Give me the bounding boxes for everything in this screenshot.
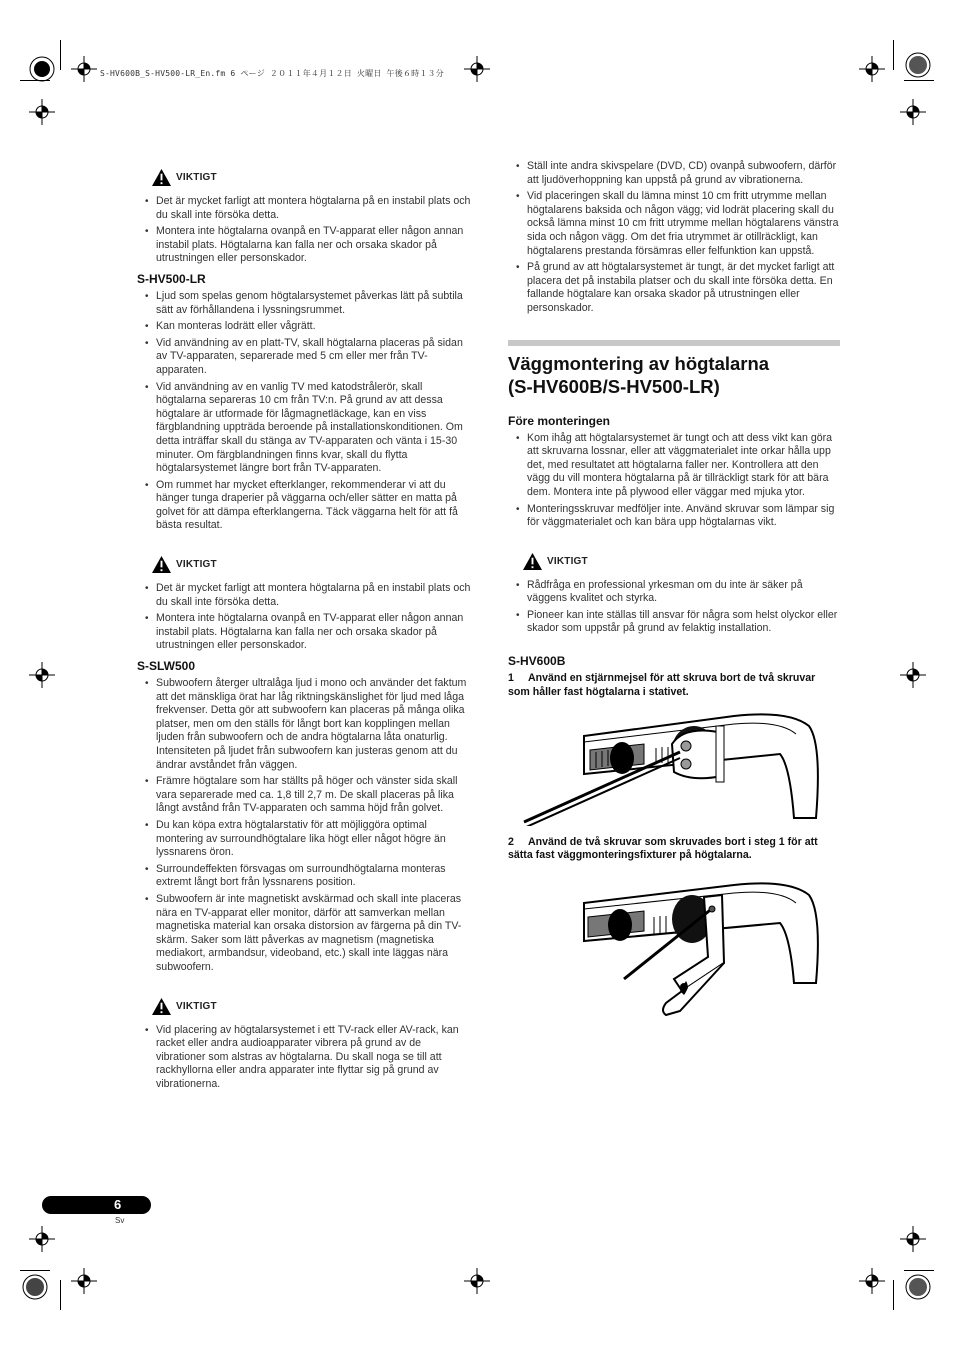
list-item: • Ljud som spelas genom högtalarsystemet påverkas lätt på subtila sätt av förhållandena i lyssningsrummet. (137, 290, 472, 317)
warning-list (137, 1024, 472, 1092)
s-slw500-list (137, 677, 472, 974)
list-item: • Kom ihåg att högtalarsystemet är tungt och att dess vikt kan göra att skruvarna lossnar, eller att väggmaterialet inte orkar hålla upp det, med resultatet att högtalarna faller ner. Kontrollera att den vägg du vill montera högtalarna på är tillräckligt stark för att bära dem. Montera inte på plywood eller väggar med mjuka ytor. (508, 432, 840, 500)
section-title (508, 352, 840, 398)
crop-mark (904, 1270, 934, 1271)
section-heading-s-hv500-lr: S-HV500-LR (137, 271, 206, 286)
registration-mark-bottom-center (464, 1268, 490, 1294)
list-item: • Rådfråga en professional yrkesman om du inte är säker på väggens kvalitet och styrka. (508, 579, 840, 606)
warning-list (137, 582, 472, 653)
list-item: • Ställ inte andra skivspelare (DVD, CD) ovanpå subwoofern, därför att ljudöverhoppning kan uppstå på grund av vibrationerna. (508, 160, 840, 187)
section-title-line2: (S-HV600B/S-HV500-LR) (508, 375, 720, 397)
crop-mark (60, 1280, 61, 1310)
registration-mark-bottom-left-1 (29, 1226, 55, 1252)
crop-mark (893, 40, 894, 70)
warning-icon (151, 168, 172, 187)
warning-label: VIKTIGT (176, 172, 217, 183)
warning-label: VIKTIGT (176, 1000, 217, 1012)
list-item: • Kan monteras lodrätt eller vågrätt. (137, 320, 472, 334)
registration-mark-left-1 (71, 56, 97, 82)
warning-list (508, 579, 840, 636)
registration-mark-top-center (464, 56, 490, 82)
registration-mark-right-2 (900, 99, 926, 125)
fore-monteringen-list (508, 432, 840, 530)
placement-list (508, 160, 840, 316)
warning-icon (522, 552, 543, 571)
page-number: 6 (114, 1197, 122, 1212)
warning-heading (151, 168, 472, 187)
section-heading-fore-monteringen: Före monteringen (508, 413, 611, 428)
step-1 (508, 672, 840, 700)
list-item: • Om rummet har mycket efterklanger, rekommenderar vi att du hänger tunga draperier på väggarna och/eller sätter en matta på golvet för att dämpa efterklangerna. Täck väggarna helt för att få bästa resultat. (137, 479, 472, 533)
list-item: • Främre högtalare som har ställts på höger och vänster sida skall vara separerade med ca. 1,8 till 2,7 m. De skall placeras på lika långt avstånd från TV-apparaten och samma höjd från golvet. (137, 775, 472, 816)
step-number: 2 (508, 835, 514, 848)
list-item: • Subwoofern är inte magnetiskt avskärmad och skall inte placeras nära en TV-apparat eller monitor, därför att samverkan mellan magnetiska material kan orsaka distorsion av färgerna på din TV-skärm. Saker som lätt påverkas av magnetism (magnetiska mediakort, armbandsur, videoband, etc.) skall inte läggas nära subwoofern. (137, 893, 472, 975)
warning-heading (151, 997, 472, 1016)
list-item: • Vid användning av en vanlig TV med katodstrålerör, skall högtalarna separeras 10 cm från TV:n. På grund av att dessa högtalare är utformade för lågmagnetläckage, kan en viss färgblandning uppträda beroende på installationskonditionen. Om detta inträffar skall du stänga av TV-apparaten och vänta i 15-30 minuter. Om färgblandningen finns kvar, skall du flytta högtalarsystemet längre bort från TV-apparaten. (137, 381, 472, 476)
registration-mark-top-right-1 (859, 56, 885, 82)
list-item: • Pioneer kan inte ställas till ansvar för några som helst olyckor eller skador som uppstår på grund av felaktig installation. (508, 609, 840, 636)
step-text: Använd en stjärnmejsel för att skruva bort de två skruvar som håller fast högtalarna i stativet. (508, 672, 816, 698)
wall-bracket-illustration (508, 871, 840, 1031)
warning-heading (151, 555, 472, 574)
registration-mark-right-middle (900, 662, 926, 688)
crop-mark (60, 40, 61, 70)
s-hv500-lr-list (137, 290, 472, 533)
step-text: Använd de två skruvar som skruvades bort i steg 1 för att sätta fast väggmonteringsfixturer på högtalarna. (508, 835, 818, 862)
crop-mark (20, 1270, 50, 1271)
list-item: • Montera inte högtalarna ovanpå en TV-apparat eller någon annan instabil plats. Högtalarna kan falla ner och orsaka skador på utrustningen eller personskador. (137, 612, 472, 653)
warning-heading (522, 552, 840, 571)
left-column (137, 166, 472, 1097)
registration-mark-bottom-2 (71, 1268, 97, 1294)
warning-icon (151, 997, 172, 1016)
print-header: S-HV600B_S-HV500-LR_En.fm 6 ページ ２０１１年４月１２日 火曜日 午後６時１３分 (100, 69, 444, 78)
list-item: • Du kan köpa extra högtalarstativ för att möjliggöra optimal montering av surroundhögtalare lika högt eller något högre än lyssnarens öron. (137, 819, 472, 860)
section-divider (508, 340, 840, 346)
warning-label: VIKTIGT (547, 555, 588, 567)
page-language: Sv (115, 1216, 125, 1225)
warning-label: VIKTIGT (176, 559, 217, 571)
list-item: • Det är mycket farligt att montera högtalarna på en instabil plats och du skall inte försöka detta. (137, 195, 472, 222)
list-item: • Vid placering av högtalarsystemet i ett TV-rack eller AV-rack, kan racket eller andra audioapparater vibrera på grund av de vibrationer som alstras av högtalarna. Du skall noga se till att rackhyllorna eller andra apparater inte flyttar sig på grund av vibrationerna. (137, 1024, 472, 1092)
section-heading-s-hv600b: S-HV600B (508, 654, 566, 669)
step-number: 1 (508, 672, 514, 685)
list-item: • På grund av att högtalarsystemet är tungt, är det mycket farligt att placera det på instabila platser och du skall inte försöka detta. En fallande högtalare kan orsaka skador på utrustningen eller personskador. (508, 261, 840, 315)
warning-list (137, 195, 472, 266)
list-item: • Surroundeffekten försvagas om surroundhögtalarna monteras extremt långt bort från lyssnarens position. (137, 863, 472, 890)
warning-icon (151, 555, 172, 574)
right-column (508, 160, 840, 1041)
crop-mark (20, 80, 50, 81)
list-item: • Montera inte högtalarna ovanpå en TV-apparat eller någon annan instabil plats. Högtalarna kan falla ner och orsaka skador på utrustningen eller personskador. (137, 225, 472, 266)
list-item: • Vid placeringen skall du lämna minst 10 cm fritt utrymme mellan högtalarens baksida och någon vägg; vid lodrät placering skall du också lämna minst 10 cm fritt utrymme mellan högtalarens vänstra sida och någon vägg. Om det fria utrymmet är otillräckligt, kan högtalarens prestanda försämras eller felfunktion kan uppstå. (508, 190, 840, 258)
registration-mark-top-left (29, 56, 55, 82)
list-item: • Det är mycket farligt att montera högtalarna på en instabil plats och du skall inte försöka detta. (137, 582, 472, 609)
step-2 (508, 836, 840, 864)
registration-mark-bottom-right-1 (900, 1226, 926, 1252)
registration-mark-bottom-right (905, 1274, 931, 1300)
registration-mark-left-2 (29, 99, 55, 125)
section-title-line1: Väggmontering av högtalarna (508, 352, 770, 374)
page-number-tab (42, 1196, 151, 1214)
screwdriver-illustration (508, 708, 840, 826)
registration-mark-left-middle (29, 662, 55, 688)
section-heading-s-slw500: S-SLW500 (137, 659, 196, 674)
crop-mark (904, 80, 934, 81)
list-item: • Monteringsskruvar medföljer inte. Använd skruvar som lämpar sig för väggmaterialet och kan bära upp högtalarnas vikt. (508, 503, 840, 530)
registration-mark-bottom-left (22, 1274, 48, 1300)
list-item: • Subwoofern återger ultralåga ljud i mono och använder det faktum att det mänskliga örat har låg riktningskänslighet för ljud med låga frekvenser. Detta gör att subwoofern kan placeras på många olika platser, men om den ställs för långt bort kan kopplingen mellan ljuden från subwoofern och de andra högtalarna låta onaturlig. Intensiteten på ljudet från subwoofern kan justeras genom att du ändrar avståndet från väggen. (137, 677, 472, 772)
registration-mark-bottom-3 (859, 1268, 885, 1294)
registration-mark-top-right (905, 52, 931, 78)
crop-mark (893, 1280, 894, 1310)
list-item: • Vid användning av en platt-TV, skall högtalarna placeras på sidan av TV-apparaten, separerade med 5 cm eller mer från TV-apparaten. (137, 337, 472, 378)
